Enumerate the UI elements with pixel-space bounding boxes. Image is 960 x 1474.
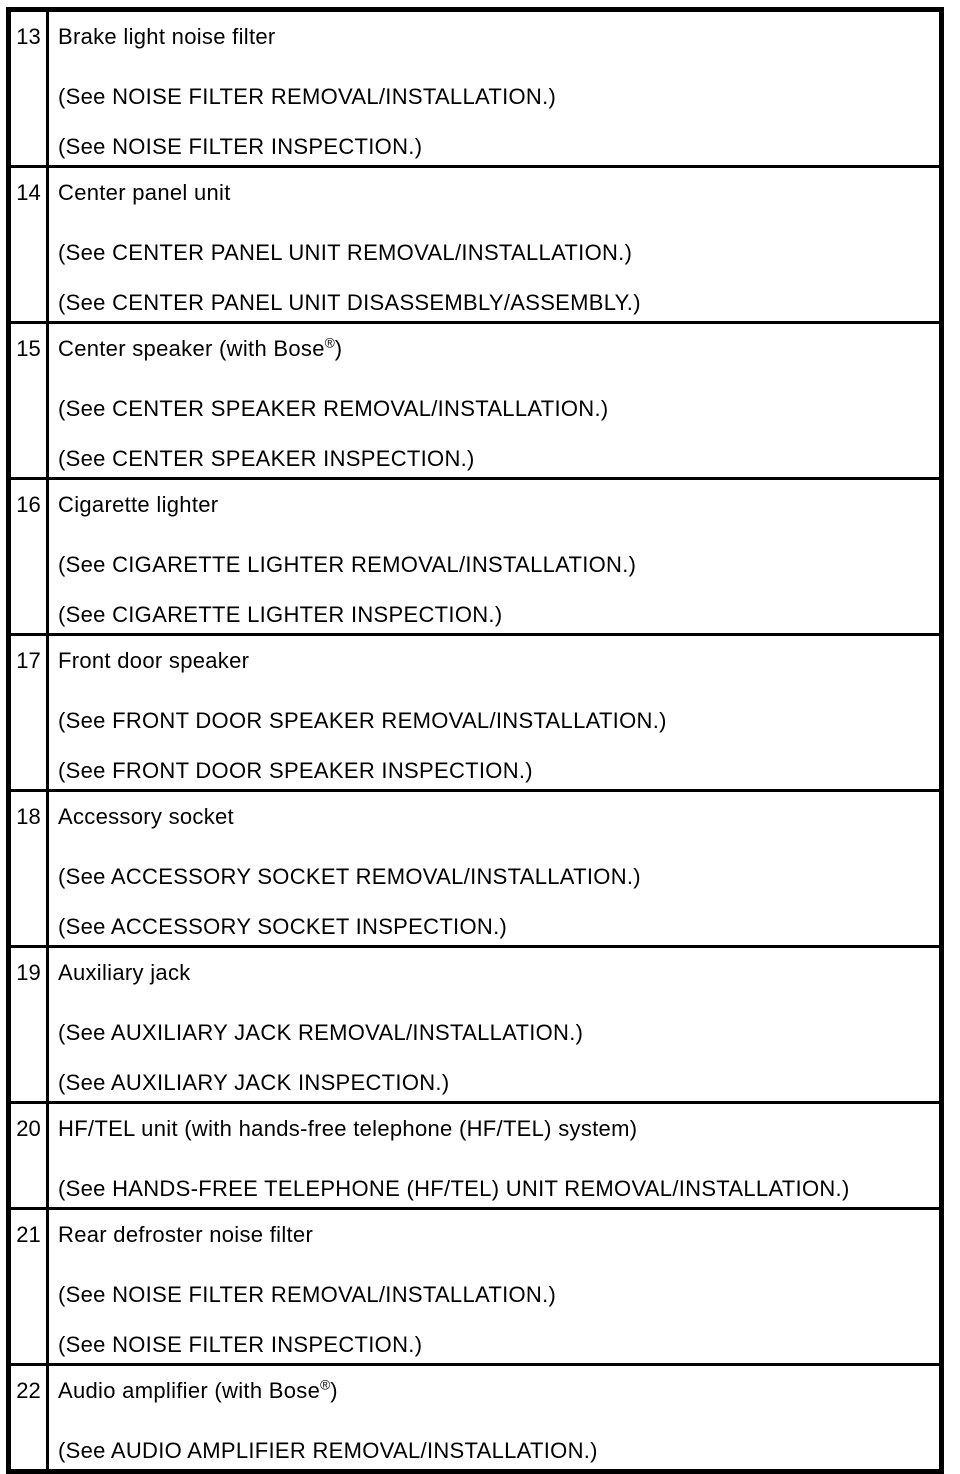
- table-row: [9, 10, 942, 167]
- see-reference: (See CENTER SPEAKER REMOVAL/INSTALLATION.): [58, 396, 609, 421]
- row-content: [48, 323, 942, 479]
- see-reference: (See FRONT DOOR SPEAKER INSPECTION.): [58, 758, 533, 783]
- row-number: 19: [9, 947, 48, 1103]
- row-number: 15: [9, 323, 48, 479]
- see-reference: (See CIGARETTE LIGHTER INSPECTION.): [58, 602, 503, 627]
- row-content: [48, 479, 942, 635]
- row-content: [48, 947, 942, 1103]
- table-body: [9, 10, 942, 1472]
- see-reference: (See CENTER SPEAKER INSPECTION.): [58, 446, 475, 471]
- row-number: 17: [9, 635, 48, 791]
- row-number: 16: [9, 479, 48, 635]
- row-number: 13: [9, 10, 48, 167]
- table-row: [9, 1365, 942, 1472]
- component-title: Auxiliary jack: [58, 960, 191, 985]
- component-title: Center speaker (with Bose®): [58, 335, 343, 361]
- component-title: Cigarette lighter: [58, 492, 219, 517]
- row-content: [48, 1209, 942, 1365]
- table-row: [9, 479, 942, 635]
- see-reference: (See NOISE FILTER REMOVAL/INSTALLATION.): [58, 84, 557, 109]
- row-content: [48, 1365, 942, 1472]
- see-reference: (See AUXILIARY JACK REMOVAL/INSTALLATION.): [58, 1020, 584, 1045]
- table-row: [9, 791, 942, 947]
- table-row: [9, 1103, 942, 1209]
- see-reference: (See CIGARETTE LIGHTER REMOVAL/INSTALLATION.): [58, 552, 637, 577]
- see-reference: (See AUXILIARY JACK INSPECTION.): [58, 1070, 450, 1095]
- see-reference: (See CENTER PANEL UNIT DISASSEMBLY/ASSEMBLY.): [58, 290, 641, 315]
- see-reference: (See NOISE FILTER REMOVAL/INSTALLATION.): [58, 1282, 557, 1307]
- row-number: 22: [9, 1365, 48, 1472]
- component-reference-table: [6, 7, 944, 1474]
- table-row: [9, 167, 942, 323]
- table-row: [9, 323, 942, 479]
- table-row: [9, 635, 942, 791]
- row-content: [48, 635, 942, 791]
- component-title: HF/TEL unit (with hands-free telephone (HF/TEL) system): [58, 1116, 638, 1141]
- component-title: Center panel unit: [58, 180, 231, 205]
- see-reference: (See CENTER PANEL UNIT REMOVAL/INSTALLATION.): [58, 240, 633, 265]
- registered-trademark-symbol: ®: [320, 1377, 331, 1393]
- see-reference: (See HANDS-FREE TELEPHONE (HF/TEL) UNIT REMOVAL/INSTALLATION.): [58, 1176, 850, 1201]
- see-reference: (See ACCESSORY SOCKET REMOVAL/INSTALLATION.): [58, 864, 641, 889]
- component-title: Brake light noise filter: [58, 24, 276, 49]
- component-title: Accessory socket: [58, 804, 234, 829]
- row-content: [48, 167, 942, 323]
- row-number: 18: [9, 791, 48, 947]
- table-row: [9, 1209, 942, 1365]
- see-reference: (See NOISE FILTER INSPECTION.): [58, 134, 423, 159]
- row-content: [48, 1103, 942, 1209]
- row-number: 20: [9, 1103, 48, 1209]
- see-reference: (See AUDIO AMPLIFIER REMOVAL/INSTALLATION.): [58, 1438, 598, 1463]
- row-content: [48, 10, 942, 167]
- component-title: Audio amplifier (with Bose®): [58, 1377, 338, 1403]
- component-title: Rear defroster noise filter: [58, 1222, 314, 1247]
- registered-trademark-symbol: ®: [324, 335, 335, 351]
- table-row: [9, 947, 942, 1103]
- see-reference: (See ACCESSORY SOCKET INSPECTION.): [58, 914, 508, 939]
- row-content: [48, 791, 942, 947]
- see-reference: (See NOISE FILTER INSPECTION.): [58, 1332, 423, 1357]
- row-number: 21: [9, 1209, 48, 1365]
- component-title: Front door speaker: [58, 648, 250, 673]
- see-reference: (See FRONT DOOR SPEAKER REMOVAL/INSTALLATION.): [58, 708, 667, 733]
- row-number: 14: [9, 167, 48, 323]
